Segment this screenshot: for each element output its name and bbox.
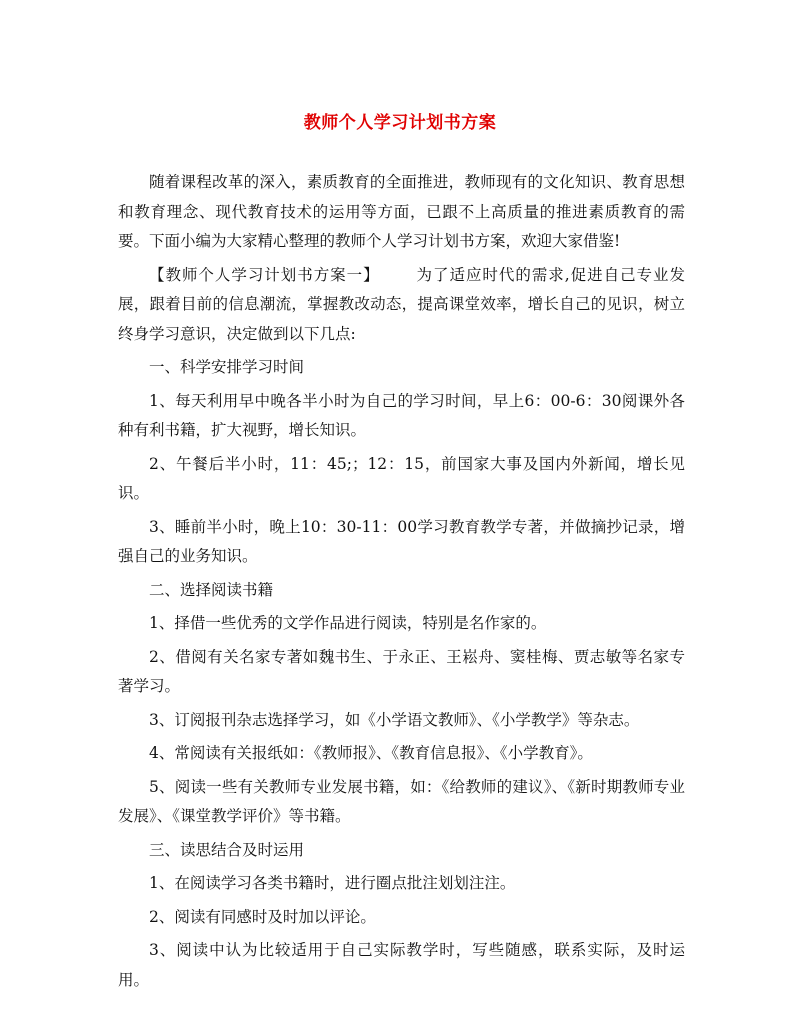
part3-item-2: 2、阅读有同感时及时加以评论。 [149, 907, 376, 926]
intro-paragraph: 随着课程改革的深入，素质教育的全面推进，教师现有的文化知识、教育思想和教育理念、现代教育技术的运用等方面，已跟不上高质量的推进素质教育的需要。下面小编为大家精心整理的教师个人学习计划书方案，欢迎大家借鉴! [118, 173, 685, 250]
document-body [118, 168, 685, 995]
part2-item-1: 1、择借一些优秀的文学作品进行阅读，特别是名作家的。 [149, 614, 547, 632]
part2-item-5: 5、阅读一些有关教师专业发展书籍，如：《给教师的建议》、《新时期教师专业发展》、《课堂教学评价》等书籍。 [118, 777, 685, 825]
section1-heading: 【教师个人学习计划书方案一】 [149, 265, 380, 284]
part2-item-2: 2、借阅有关名家专著如魏书生、于永正、王崧舟、窦桂梅、贾志敏等名家专著学习。 [118, 647, 685, 695]
part3-item-3: 3、阅读中认为比较适用于自己实际教学时，写些随感，联系实际，及时运用。 [118, 941, 685, 989]
section1-text: 为了适应时代的需求,促进自己专业发展，跟着目前的信息潮流，掌握教改动态，提高课堂效率，增长自己的见识，树立终身学习意识，决定做到以下几点: [118, 265, 685, 343]
part3-title: 三、读思结合及时运用 [149, 840, 305, 859]
document-title: 教师个人学习计划书方案 [303, 113, 497, 133]
part1-item-3: 3、睡前半小时，晚上10：30-11：00学习教育教学专著，并做摘抄记录，增强自己的业务知识。 [118, 517, 685, 565]
part1-item-1: 1、每天利用早中晚各半小时为自己的学习时间，早上6：00-6：30阅课外各种有利书籍，扩大视野，增长知识。 [118, 391, 685, 439]
part1-title: 一、科学安排学习时间 [149, 358, 305, 376]
section1-paragraph [118, 261, 685, 350]
part2-item-4: 4、常阅读有关报纸如：《教师报》、《教育信息报》、《小学教育》。 [149, 744, 593, 762]
part2-item-3: 3、订阅报刊杂志选择学习，如《小学语文教师》、《小学教学》等杂志。 [149, 710, 640, 729]
part2-title: 二、选择阅读书籍 [149, 580, 274, 599]
part3-item-1: 1、在阅读学习各类书籍时，进行圈点批注划划注注。 [149, 874, 516, 892]
part1-item-2: 2、午餐后半小时，11：45;；12：15，前国家大事及国内外新闻，增长见识。 [118, 454, 685, 502]
